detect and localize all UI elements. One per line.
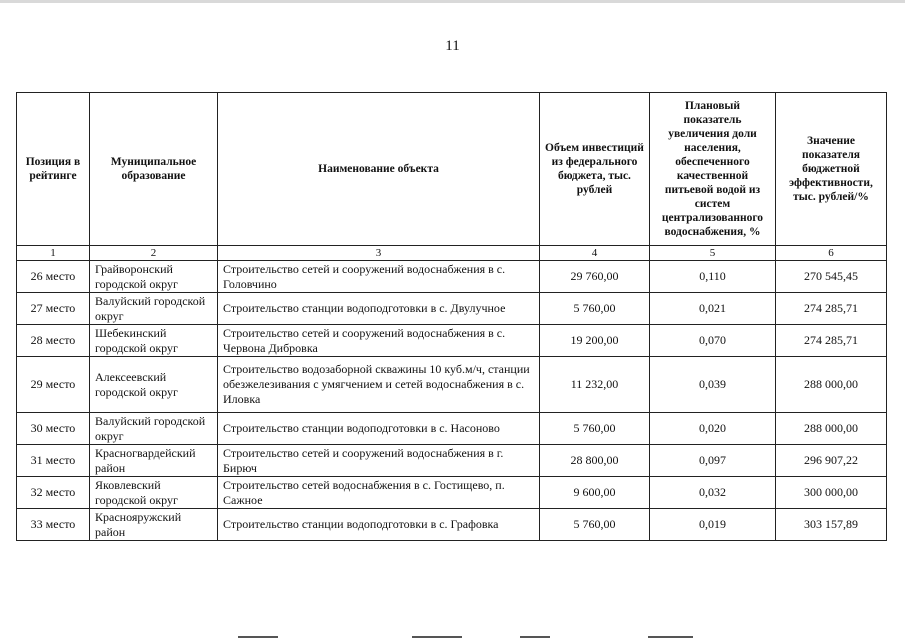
efficiency-cell: 274 285,71 bbox=[776, 325, 887, 357]
table-row bbox=[17, 413, 887, 445]
position-cell: 33 место bbox=[17, 509, 90, 541]
position-cell: 31 место bbox=[17, 445, 90, 477]
municipality-cell: Грайворонский городской округ bbox=[90, 261, 218, 293]
column-number: 4 bbox=[540, 246, 650, 261]
header-row bbox=[17, 93, 887, 246]
indicator-cell: 0,032 bbox=[650, 477, 776, 509]
investment-cell: 9 600,00 bbox=[540, 477, 650, 509]
indicator-cell: 0,097 bbox=[650, 445, 776, 477]
investment-cell: 11 232,00 bbox=[540, 357, 650, 413]
efficiency-cell: 300 000,00 bbox=[776, 477, 887, 509]
object-cell: Строительство сетей и сооружений водоснабжения в с. Червона Дибровка bbox=[218, 325, 540, 357]
rating-table bbox=[16, 92, 887, 541]
header-efficiency: Значение показателя бюджетной эффективности, тыс. рублей/% bbox=[776, 93, 887, 246]
object-cell: Строительство сетей и сооружений водоснабжения в г. Бирюч bbox=[218, 445, 540, 477]
investment-cell: 5 760,00 bbox=[540, 413, 650, 445]
efficiency-cell: 303 157,89 bbox=[776, 509, 887, 541]
object-cell: Строительство станции водоподготовки в с. Графовка bbox=[218, 509, 540, 541]
header-municipality: Муниципальное образование bbox=[90, 93, 218, 246]
position-cell: 30 место bbox=[17, 413, 90, 445]
column-number: 5 bbox=[650, 246, 776, 261]
table-row bbox=[17, 509, 887, 541]
table-row bbox=[17, 357, 887, 413]
table-row bbox=[17, 325, 887, 357]
table-row bbox=[17, 477, 887, 509]
table-row bbox=[17, 293, 887, 325]
position-cell: 26 место bbox=[17, 261, 90, 293]
indicator-cell: 0,021 bbox=[650, 293, 776, 325]
position-cell: 29 место bbox=[17, 357, 90, 413]
municipality-cell: Валуйский городской округ bbox=[90, 293, 218, 325]
position-cell: 32 место bbox=[17, 477, 90, 509]
investment-cell: 19 200,00 bbox=[540, 325, 650, 357]
header-investment: Объем инвестиций из федерального бюджета, тыс. рублей bbox=[540, 93, 650, 246]
object-cell: Строительство станции водоподготовки в с. Насоново bbox=[218, 413, 540, 445]
efficiency-cell: 270 545,45 bbox=[776, 261, 887, 293]
position-cell: 27 место bbox=[17, 293, 90, 325]
investment-cell: 29 760,00 bbox=[540, 261, 650, 293]
position-cell: 28 место bbox=[17, 325, 90, 357]
object-cell: Строительство сетей водоснабжения в с. Гостищево, п. Сажное bbox=[218, 477, 540, 509]
municipality-cell: Яковлевский городской округ bbox=[90, 477, 218, 509]
municipality-cell: Краснояружский район bbox=[90, 509, 218, 541]
efficiency-cell: 288 000,00 bbox=[776, 413, 887, 445]
object-cell: Строительство сетей и сооружений водоснабжения в с. Головчино bbox=[218, 261, 540, 293]
investment-cell: 5 760,00 bbox=[540, 509, 650, 541]
column-number: 3 bbox=[218, 246, 540, 261]
indicator-cell: 0,020 bbox=[650, 413, 776, 445]
scan-artifact bbox=[648, 636, 693, 638]
header-position: Позиция в рейтинге bbox=[17, 93, 90, 246]
investment-cell: 5 760,00 bbox=[540, 293, 650, 325]
indicator-cell: 0,019 bbox=[650, 509, 776, 541]
column-number: 2 bbox=[90, 246, 218, 261]
municipality-cell: Валуйский городской округ bbox=[90, 413, 218, 445]
header-indicator: Плановый показатель увеличения доли населения, обеспеченного качественной питьевой водой из систем централизованного водоснабжения, % bbox=[650, 93, 776, 246]
municipality-cell: Красногвардейский район bbox=[90, 445, 218, 477]
object-cell: Строительство станции водоподготовки в с. Двулучное bbox=[218, 293, 540, 325]
scan-artifact bbox=[412, 636, 462, 638]
indicator-cell: 0,110 bbox=[650, 261, 776, 293]
municipality-cell: Шебекинский городской округ bbox=[90, 325, 218, 357]
column-number: 6 bbox=[776, 246, 887, 261]
efficiency-cell: 288 000,00 bbox=[776, 357, 887, 413]
object-cell: Строительство водозаборной скважины 10 куб.м/ч, станции обезжелезивания с умягчением и сетей водоснабжения в с. Иловка bbox=[218, 357, 540, 413]
table-row bbox=[17, 445, 887, 477]
efficiency-cell: 296 907,22 bbox=[776, 445, 887, 477]
investment-cell: 28 800,00 bbox=[540, 445, 650, 477]
scan-artifact bbox=[520, 636, 550, 638]
column-number-row bbox=[17, 246, 887, 261]
page-number: 11 bbox=[445, 38, 460, 54]
indicator-cell: 0,070 bbox=[650, 325, 776, 357]
column-number: 1 bbox=[17, 246, 90, 261]
scan-artifact bbox=[238, 636, 278, 638]
table-row bbox=[17, 261, 887, 293]
scan-top-edge bbox=[0, 0, 905, 3]
indicator-cell: 0,039 bbox=[650, 357, 776, 413]
header-object: Наименование объекта bbox=[218, 93, 540, 246]
efficiency-cell: 274 285,71 bbox=[776, 293, 887, 325]
municipality-cell: Алексеевский городской округ bbox=[90, 357, 218, 413]
